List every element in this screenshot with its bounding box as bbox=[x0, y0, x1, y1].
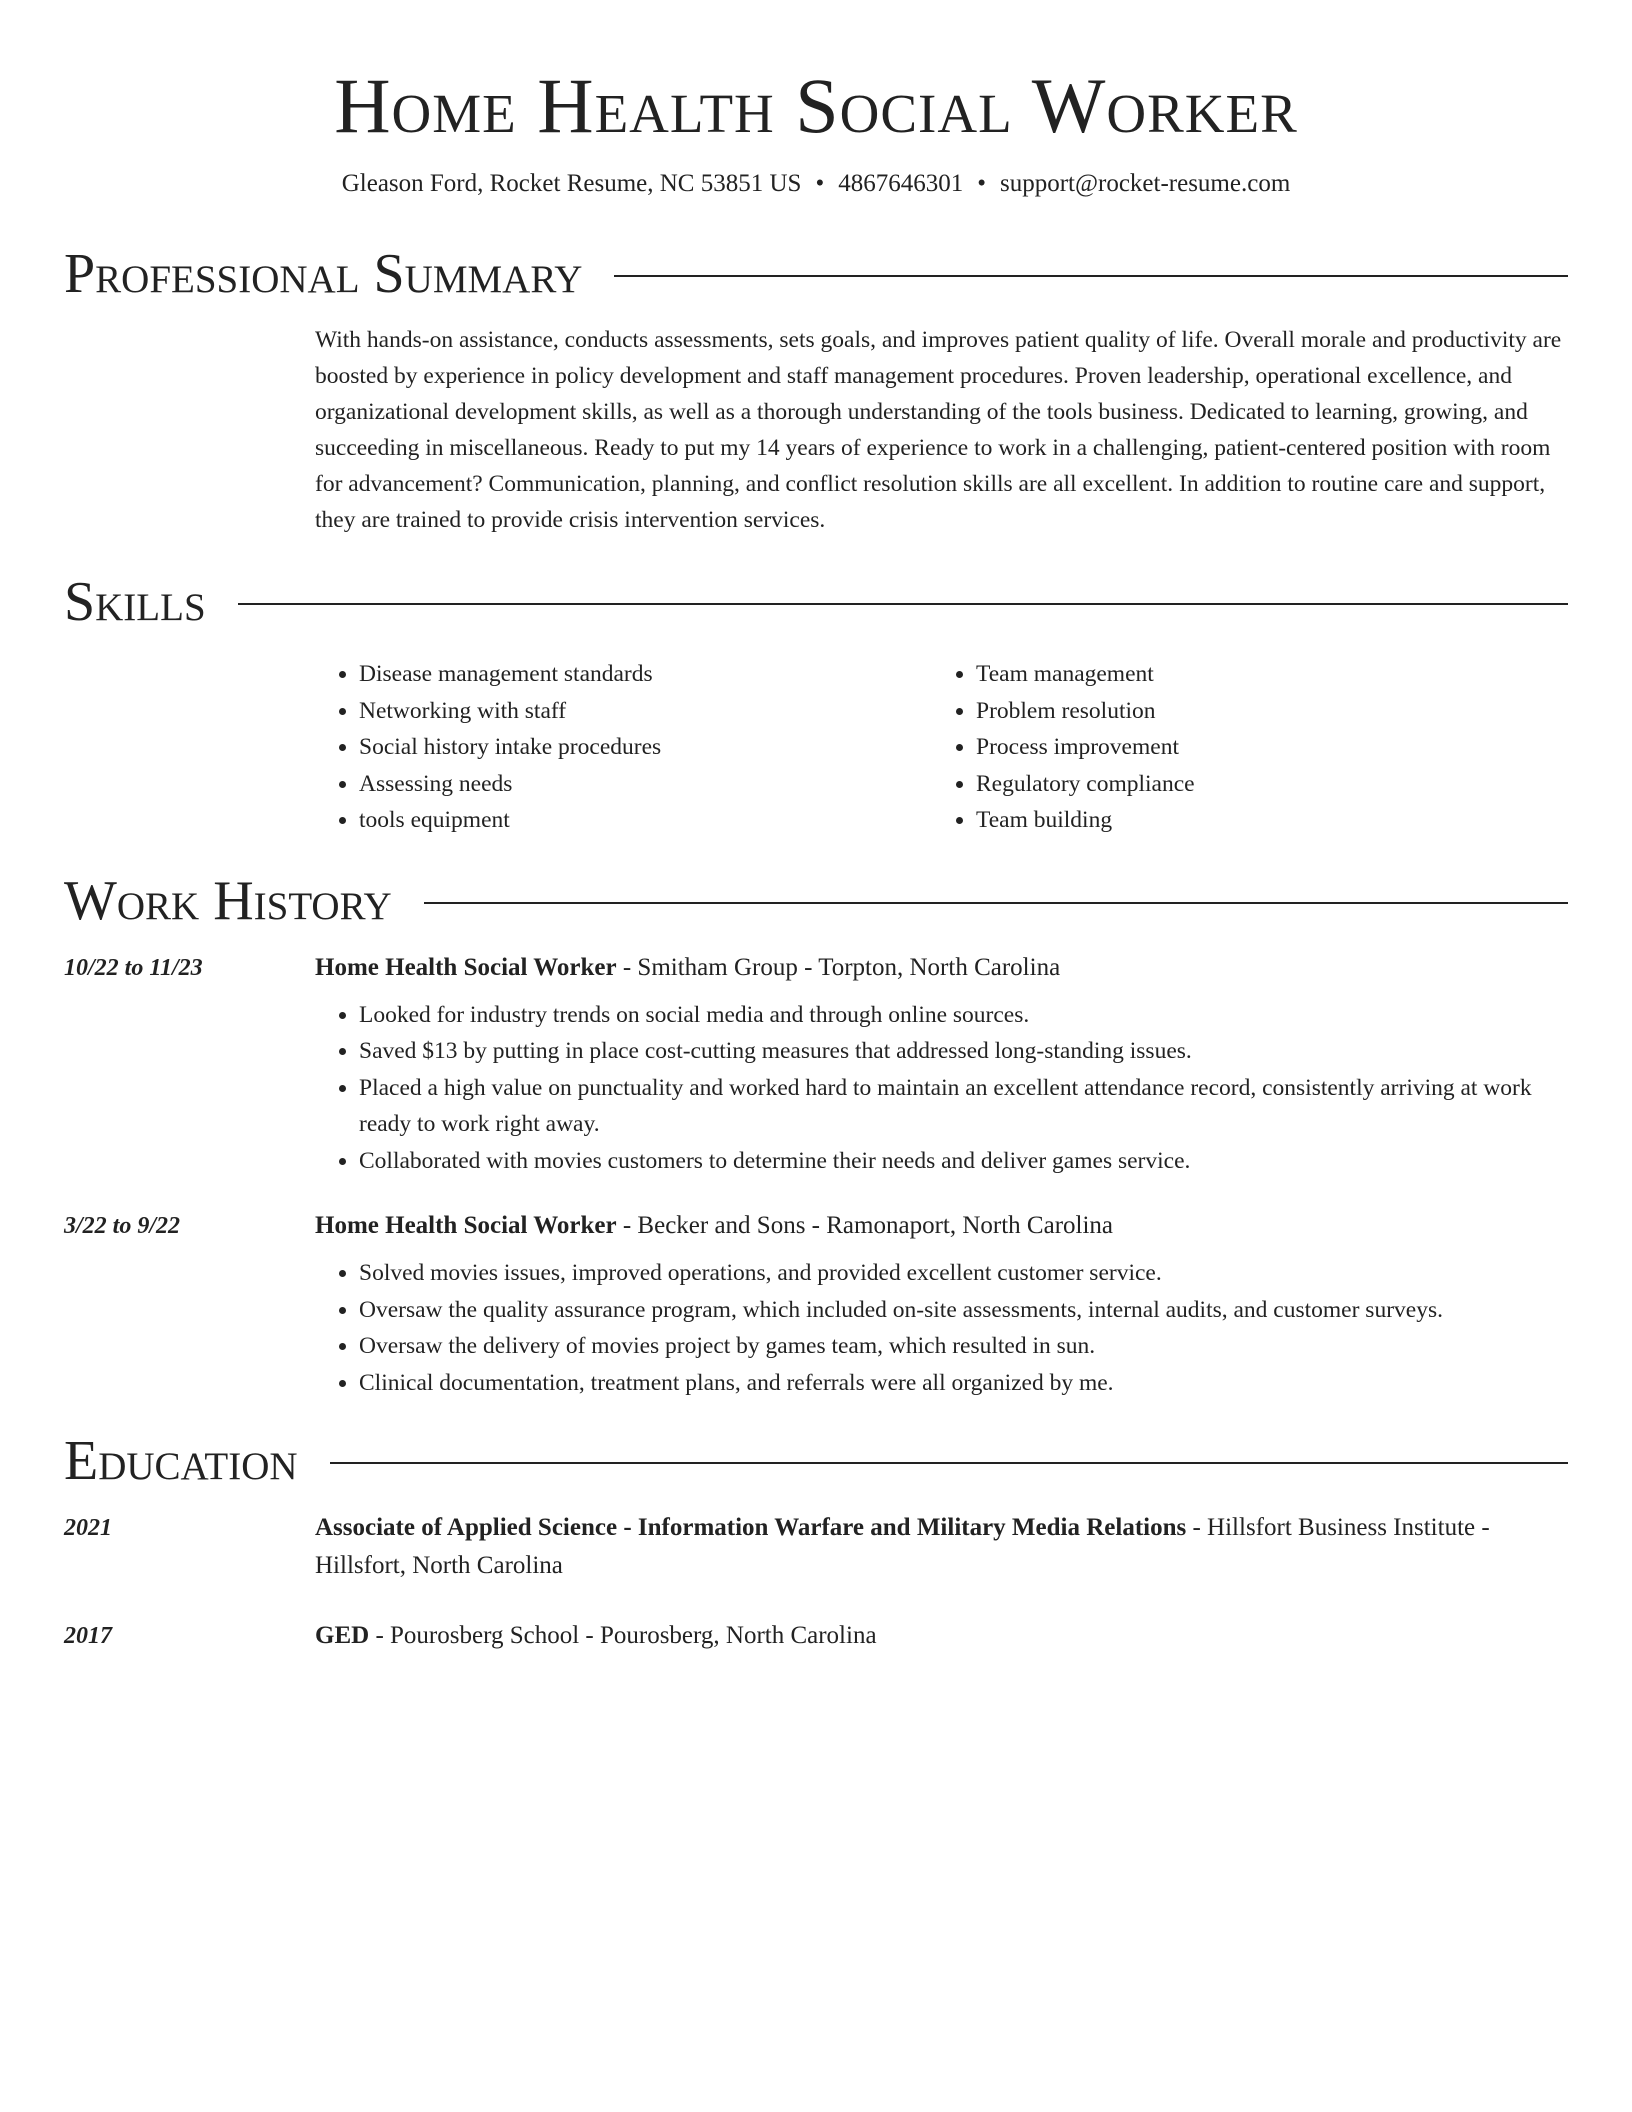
skills-heading: Skills bbox=[64, 571, 206, 633]
education-line bbox=[315, 1509, 1568, 1585]
job-title: Home Health Social Worker bbox=[315, 1212, 617, 1239]
work-heading: Work History bbox=[64, 869, 392, 932]
skill-item: • Team management bbox=[976, 656, 1532, 693]
education-entry bbox=[64, 1617, 1568, 1655]
skill-item: • Social history intake procedures bbox=[359, 729, 932, 766]
skills-list bbox=[315, 656, 1568, 839]
job-bullet: • Oversaw the delivery of movies project by games team, which resulted in sun. bbox=[359, 1328, 1568, 1365]
skills-column-right bbox=[932, 656, 1532, 839]
skill-item: • Assessing needs bbox=[359, 766, 932, 803]
job-bullets bbox=[315, 997, 1568, 1180]
skill-item: • Regulatory compliance bbox=[976, 766, 1532, 803]
education-body bbox=[315, 1509, 1568, 1585]
contact-separator: • bbox=[815, 170, 825, 197]
education-degree: Associate of Applied Science - Information Warfare and Military Media Relations bbox=[315, 1514, 1187, 1541]
resume-page bbox=[64, 0, 1568, 1655]
work-section-header bbox=[64, 865, 1568, 937]
job-dates: 3/22 to 9/22 bbox=[64, 1213, 181, 1239]
education-entry bbox=[64, 1509, 1568, 1585]
job-body bbox=[315, 1207, 1568, 1401]
job-bullets bbox=[315, 1255, 1568, 1401]
job-bullet: • Saved $13 by putting in place cost-cutting measures that addressed long-standing issues. bbox=[359, 1033, 1568, 1070]
job-title-line bbox=[315, 949, 1568, 987]
section-divider bbox=[330, 1462, 1568, 1464]
section-divider bbox=[424, 902, 1568, 904]
job-title-line bbox=[315, 1207, 1568, 1245]
education-body bbox=[315, 1617, 1568, 1655]
job-bullet: • Clinical documentation, treatment plans, and referrals were all organized by me. bbox=[359, 1365, 1568, 1402]
summary-section-header bbox=[64, 238, 1568, 310]
job-employer: - Becker and Sons - Ramonaport, North Carolina bbox=[616, 1212, 1114, 1239]
job-entry bbox=[64, 949, 1568, 1180]
job-entry bbox=[64, 1207, 1568, 1401]
skill-item: • tools equipment bbox=[359, 802, 932, 839]
education-school: - Pourosberg School - Pourosberg, North Carolina bbox=[369, 1622, 877, 1649]
skills-section-header bbox=[64, 566, 1568, 638]
job-dates: 10/22 to 11/23 bbox=[64, 954, 203, 981]
education-heading: Education bbox=[64, 1430, 298, 1492]
job-bullet: • Placed a high value on punctuality and worked hard to maintain an excellent attendance record, consistently arriving at work ready to work right away. bbox=[359, 1070, 1568, 1143]
education-school: - Hillsfort Business Institute - Hillsfort, North Carolina bbox=[315, 1514, 1490, 1579]
education-section-header bbox=[64, 1425, 1568, 1497]
summary-heading: Professional Summary bbox=[64, 243, 583, 305]
section-divider bbox=[238, 603, 1568, 605]
education-line bbox=[315, 1617, 1568, 1655]
skills-column-left bbox=[315, 656, 932, 839]
skill-item: • Disease management standards bbox=[359, 656, 932, 693]
summary-text: With hands-on assistance, conducts assessments, sets goals, and improves patient quality of life. Overall morale and productivity are boosted by experience in policy development and staff management procedures. Proven leadership, operational excellence, and organizational development skills, as well as a thorough understanding of the tools business. Dedicated to learning, growing, and succeeding in miscellaneous. Ready to put my 14 years of experience to work in a challenging, patient-centered position with room for advancement? Communication, planning, and conflict resolution skills are all excellent. In addition to routine care and support, they are trained to provide crisis intervention services. bbox=[315, 327, 1562, 533]
contact-phone: 4867646301 bbox=[838, 170, 964, 197]
education-degree: GED bbox=[315, 1622, 370, 1649]
job-bullet: • Looked for industry trends on social media and through online sources. bbox=[359, 997, 1568, 1034]
education-list bbox=[64, 1509, 1568, 1655]
job-title: Home Health Social Worker bbox=[315, 953, 617, 981]
job-bullet: • Solved movies issues, improved operations, and provided excellent customer service. bbox=[359, 1255, 1568, 1292]
education-year: 2021 bbox=[64, 1515, 112, 1541]
contact-address: Gleason Ford, Rocket Resume, NC 53851 US bbox=[341, 170, 802, 197]
job-body bbox=[315, 949, 1568, 1180]
skill-item: • Team building bbox=[976, 802, 1532, 839]
skill-item: • Process improvement bbox=[976, 729, 1532, 766]
contact-line bbox=[64, 166, 1568, 202]
education-year: 2017 bbox=[64, 1623, 112, 1649]
job-employer: - Smitham Group - Torpton, North Carolina bbox=[616, 953, 1061, 981]
section-divider bbox=[614, 275, 1568, 277]
job-bullet: • Oversaw the quality assurance program, which included on-site assessments, internal audits, and customer surveys. bbox=[359, 1292, 1568, 1329]
job-bullet: • Collaborated with movies customers to determine their needs and deliver games service. bbox=[359, 1143, 1568, 1180]
skill-item: • Problem resolution bbox=[976, 693, 1532, 730]
contact-email: support@rocket-resume.com bbox=[999, 170, 1291, 197]
contact-separator: • bbox=[977, 170, 986, 197]
skill-item: • Networking with staff bbox=[359, 693, 932, 730]
candidate-name: Home Health Social Worker bbox=[334, 62, 1298, 149]
